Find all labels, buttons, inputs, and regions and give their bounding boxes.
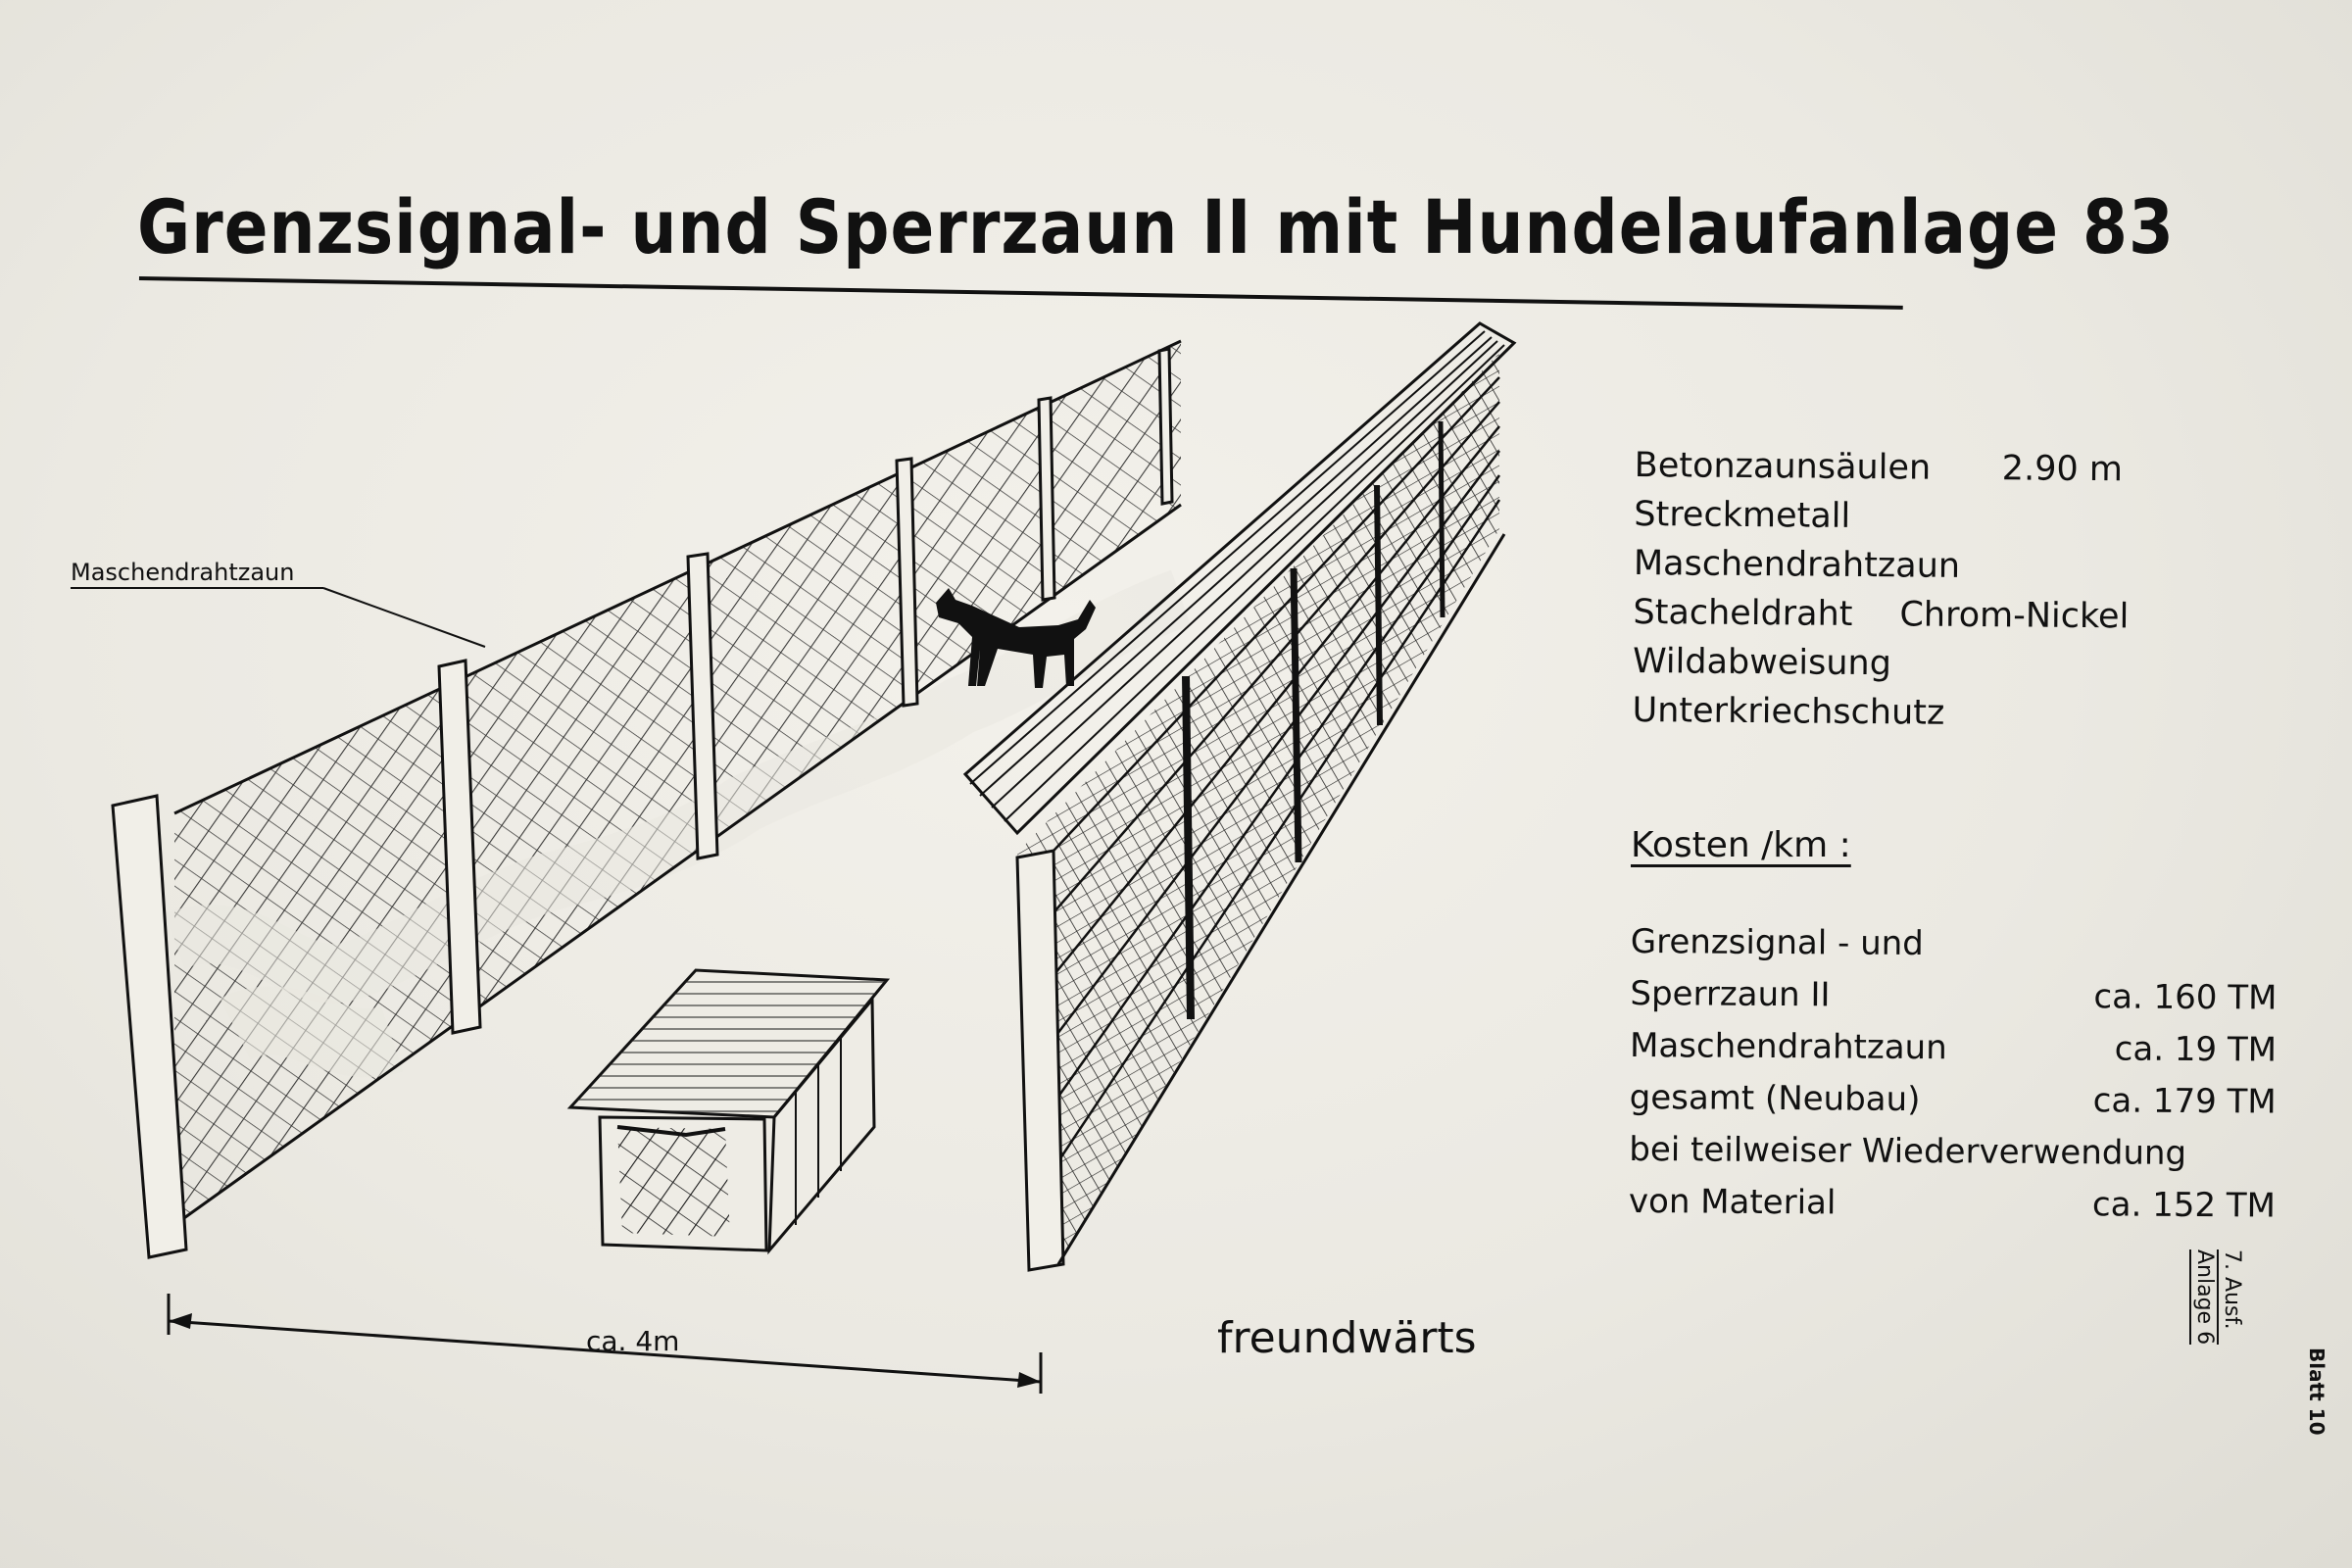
signal-fence-post bbox=[1294, 568, 1298, 862]
cost-label: Grenzsignal - und bbox=[1630, 921, 1924, 964]
cost-row bbox=[1630, 1020, 2277, 1077]
cost-label: von Material bbox=[1628, 1181, 1837, 1223]
signal-fence-post bbox=[1186, 676, 1191, 1019]
appendix-note bbox=[2189, 1250, 2244, 1345]
appendix-line: Anlage 6 bbox=[2189, 1250, 2217, 1345]
spec-value: Chrom-Nickel bbox=[1899, 595, 2130, 637]
specs-list bbox=[1632, 441, 2242, 740]
cost-value: ca. 160 TM bbox=[2093, 977, 2278, 1018]
spec-row bbox=[1635, 441, 2242, 495]
costs-list bbox=[1629, 916, 2278, 1233]
cost-row bbox=[1630, 968, 2277, 1025]
mesh-fence-label: Maschendrahtzaun bbox=[71, 559, 295, 586]
spec-label: Streckmetall bbox=[1634, 494, 1851, 536]
cost-row bbox=[1630, 1072, 2277, 1129]
cost-row bbox=[1631, 916, 2278, 973]
mesh-fence-leader bbox=[71, 588, 485, 647]
cost-value: ca. 152 TM bbox=[2091, 1185, 2277, 1226]
cost-label: Maschendrahtzaun bbox=[1629, 1025, 1947, 1068]
spec-value: 2.90 m bbox=[2001, 449, 2124, 490]
signal-fence-post bbox=[1377, 485, 1380, 725]
concrete-post bbox=[1159, 349, 1172, 504]
cost-label: bei teilweiser Wiederverwendung bbox=[1629, 1129, 2187, 1173]
cost-value: ca. 19 TM bbox=[2114, 1029, 2278, 1070]
spec-label: Stacheldraht bbox=[1633, 592, 1853, 634]
spec-label: Unterkriechschutz bbox=[1632, 690, 1945, 733]
signal-fence-post bbox=[1441, 421, 1443, 617]
spec-row bbox=[1633, 637, 2240, 691]
spec-label: Betonzaunsäulen bbox=[1634, 445, 1932, 488]
costs-heading: Kosten /km : bbox=[1631, 825, 1851, 865]
cost-label: Sperrzaun II bbox=[1630, 973, 1831, 1015]
cost-row bbox=[1629, 1176, 2276, 1233]
spec-row bbox=[1633, 588, 2240, 642]
appendix-line: 7. Ausf. bbox=[2217, 1250, 2244, 1345]
spec-row bbox=[1634, 539, 2241, 593]
diagram-title: Grenzsignal- und Sperrzaun II mit Hundelaufanlage 83 bbox=[137, 184, 2175, 271]
spec-row bbox=[1634, 490, 2241, 544]
signal-fence-post bbox=[1017, 851, 1063, 1270]
spec-label: Wildabweisung bbox=[1632, 641, 1892, 684]
direction-label: freundwärts bbox=[1217, 1313, 1477, 1363]
cost-row bbox=[1629, 1124, 2276, 1181]
cost-label: gesamt (Neubau) bbox=[1629, 1077, 1921, 1120]
page-reference: Blatt 10 bbox=[2305, 1348, 2328, 1436]
spec-label: Maschendrahtzaun bbox=[1633, 543, 1961, 586]
cost-value: ca. 179 TM bbox=[2092, 1081, 2277, 1122]
spec-row bbox=[1632, 686, 2239, 740]
width-label: ca. 4m bbox=[586, 1325, 680, 1357]
dog-kennel bbox=[570, 970, 887, 1250]
concrete-post bbox=[1039, 398, 1054, 600]
